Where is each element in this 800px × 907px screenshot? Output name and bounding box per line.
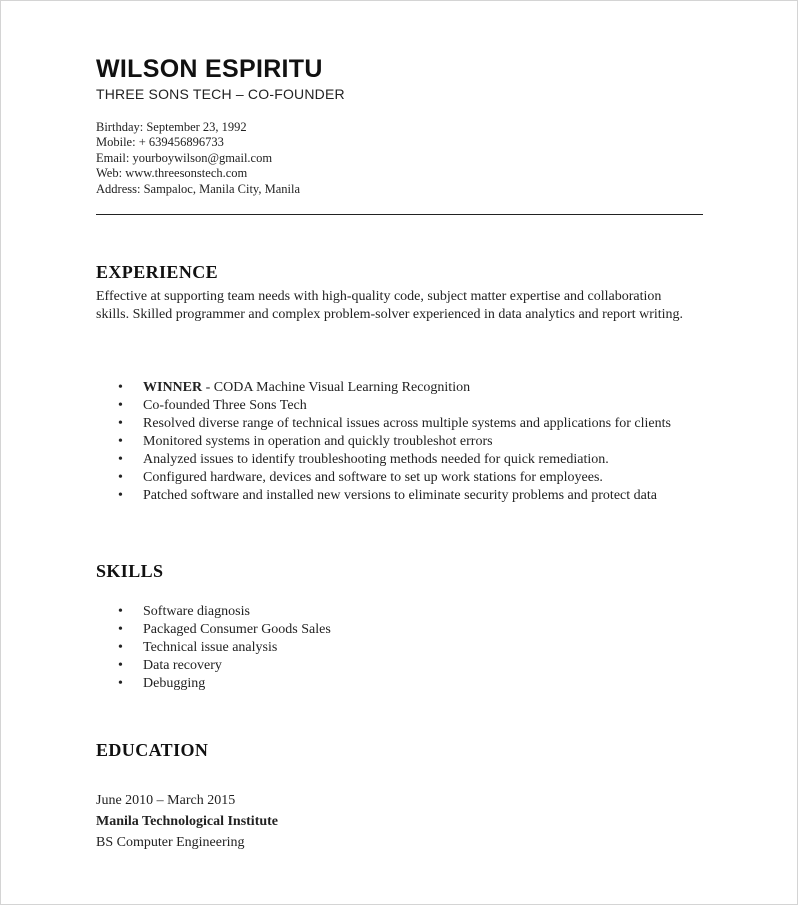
- winner-label: WINNER: [143, 380, 203, 395]
- list-item: [1, 487, 703, 505]
- bullet-icon: •: [118, 640, 123, 655]
- bullet-icon: •: [118, 658, 123, 673]
- list-item-text: Debugging: [143, 676, 206, 691]
- experience-summary: Effective at supporting team needs with high-quality code, subject matter expertise and collaboration skills. Skilled programmer and complex problem-solver experienced in data analytics and report writing.: [96, 289, 684, 322]
- list-item-text: Data recovery: [143, 658, 222, 673]
- list-item: [1, 433, 703, 451]
- list-item-text: Monitored systems in operation and quickly troubleshot errors: [143, 434, 493, 449]
- bullet-icon: •: [118, 416, 123, 431]
- list-item-text: Patched software and installed new versions to eliminate security problems and protect data: [143, 488, 657, 503]
- bullet-icon: •: [118, 452, 123, 467]
- contact-web: Web: www.threesonstech.com: [96, 166, 248, 181]
- bullet-icon: •: [118, 470, 123, 485]
- bullet-icon: •: [118, 676, 123, 691]
- contact-block: [96, 120, 300, 197]
- education-school: Manila Technological Institute: [96, 814, 279, 829]
- list-item: [1, 657, 703, 675]
- bullet-icon: •: [118, 604, 123, 619]
- list-item-text: Technical issue analysis: [143, 640, 278, 655]
- bullet-icon: •: [118, 380, 123, 395]
- list-item: [1, 675, 703, 693]
- skills-list: [1, 603, 703, 693]
- skills-heading: SKILLS: [96, 561, 164, 581]
- contact-address: Address: Sampaloc, Manila City, Manila: [96, 181, 301, 196]
- winner-text: - CODA Machine Visual Learning Recognition: [202, 380, 471, 395]
- list-item: [1, 415, 703, 433]
- header-divider: [96, 214, 703, 215]
- list-item: [1, 379, 703, 397]
- list-item: [1, 603, 703, 621]
- candidate-name: WILSON ESPIRITU: [96, 55, 323, 83]
- list-item: [1, 397, 703, 415]
- list-item: [1, 639, 703, 657]
- experience-heading: EXPERIENCE: [96, 262, 219, 282]
- list-item: [1, 621, 703, 639]
- list-item-text: Configured hardware, devices and software to set up work stations for employees.: [143, 470, 603, 485]
- contact-birthday: Birthday: September 23, 1992: [96, 120, 247, 134]
- list-item-text: Software diagnosis: [143, 604, 250, 619]
- list-item: [1, 451, 703, 469]
- list-item-text: Packaged Consumer Goods Sales: [143, 622, 331, 637]
- experience-list: [1, 379, 703, 505]
- bullet-icon: •: [118, 434, 123, 449]
- education-dates: June 2010 – March 2015: [96, 793, 236, 808]
- list-item-text: Analyzed issues to identify troubleshooting methods needed for quick remediation.: [143, 452, 609, 467]
- list-item-text: Co-founded Three Sons Tech: [143, 398, 307, 413]
- education-heading: EDUCATION: [96, 740, 209, 760]
- bullet-icon: •: [118, 622, 123, 637]
- list-item-text: Resolved diverse range of technical issues across multiple systems and applications for clients: [143, 416, 671, 431]
- contact-mobile: Mobile: + 639456896733: [96, 135, 224, 150]
- bullet-icon: •: [118, 398, 123, 413]
- education-degree: BS Computer Engineering: [96, 835, 245, 850]
- bullet-icon: •: [118, 488, 123, 503]
- list-item: [1, 469, 703, 487]
- candidate-title: THREE SONS TECH – CO-FOUNDER: [96, 86, 345, 102]
- contact-email: Email: yourboywilson@gmail.com: [96, 150, 273, 165]
